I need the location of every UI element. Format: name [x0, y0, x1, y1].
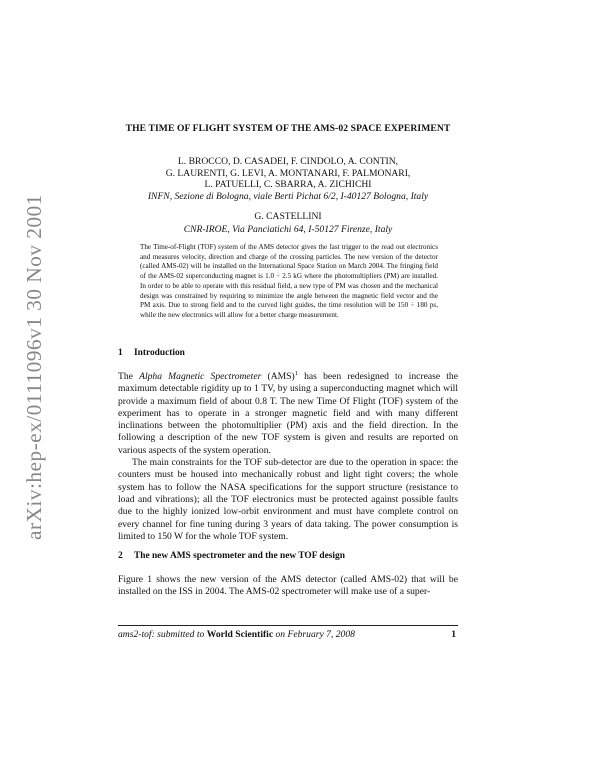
page-number: 1 — [451, 629, 456, 640]
affiliation-infn: INFN, Sezione di Bologna, viale Berti Pichat 6/2, I-40127 Bologna, Italy — [147, 191, 429, 202]
acronym: (AMS) — [261, 371, 295, 382]
paper-title: THE TIME OF FLIGHT SYSTEM OF THE AMS-02 SPACE EXPERIMENT — [125, 123, 451, 134]
paragraph-text: has been redesigned to increase the maximum detectable rigidity up to 1 TV, by using a superconducting magnet which will provide a maximum field of about 0.8 T. The new Time Of Flight (TOF) system of the experiment has to operate in a stronger magnetic field and with many different inclinations between the photomultiplier (PM) axis and the field direction. In the following a description of the new TOF system is given and results are reported on various aspects of the system operation. — [118, 371, 458, 456]
introduction-body — [118, 371, 458, 543]
author-list — [118, 156, 458, 191]
affiliation-cnr: CNR-IROE, Via Panciatichi 64, I-50127 Firenze, Italy — [183, 224, 393, 235]
paragraph: Figure 1 shows the new version of the AMS detector (called AMS-02) that will be installed on the ISS in 2004. The AMS-02 spectrometer will make use of a super- — [118, 574, 458, 598]
section-title: Introduction — [134, 348, 185, 358]
footer-prefix: ams2-tof: submitted to — [118, 629, 207, 640]
arxiv-identifier-stamp: arXiv:hep-ex/0111096v1 30 Nov 2001 — [22, 194, 46, 540]
section2-body — [118, 574, 458, 599]
section-heading-introduction — [118, 348, 185, 358]
paragraph: The main constraints for the TOF sub-detector are due to the operation in space: the counters must be housed into mechanically robust and light tight covers; the whole system has to follow the NASA specifications for the support structure (resistance to load and vibrations); all the TOF electronics must be protected against possible faults due to the highly ionized low-orbit environment and must have complete control on every channel for fine tuning during 3 years of data taking. The power consumption is limited to 150 W for the whole TOF system. — [118, 457, 458, 542]
page-footer — [118, 629, 458, 640]
footnote-ref: 1 — [294, 370, 298, 377]
italic-term: Alpha Magnetic Spectrometer — [139, 371, 262, 382]
abstract: The Time-of-Flight (TOF) system of the AMS detector gives the fast trigger to the read out electronics and measures velocity, direction and charge of the crossing particles. The new version of the detector (called AMS-02) will be installed on the International Space Station on March 2004. The fringing field of the AMS-02 superconducting magnet is 1.0 ÷ 2.5 kG where the photomultipliers (PM) are installed. In order to be able to operate with this residual field, a new type of PM was chosen and the mechanical design was constrained by requiring to minimize the angle between the magnetic field vector and the PM axis. Due to strong field and to the curved light guides, the time resolution will be 150 ÷ 180 ps, while the new electronics will allow for a better charge measurement. — [140, 243, 438, 319]
footer-rule — [118, 625, 458, 626]
author-line: G. LAURENTI, G. LEVI, A. MONTANARI, F. PALMONARI, — [165, 167, 411, 179]
paragraph: The Alpha Magnetic Spectrometer (AMS)$^1$ has been redesigned to increase the maximum detectable rigidity up to 1 TV, by using a superconducting magnet which will provide a maximum field of about 0.8 T. The new Time Of Flight (TOF) system of the experiment has to operate in a stronger magnetic field and with many different inclinations between the photomultiplier (PM) axis and the field direction. In the following a description of the new TOF system is given and results are reported on various aspects of the system operation. — [118, 370, 458, 456]
section-heading-ams — [118, 551, 345, 561]
second-author: G. CASTELLINI — [254, 211, 322, 222]
author-line: L. PATUELLI, C. SBARRA, A. ZICHICHI — [204, 179, 372, 191]
section-title: The new AMS spectrometer and the new TOF design — [134, 551, 345, 561]
author-line: L. BROCCO, D. CASADEI, F. CINDOLO, A. CONTIN, — [177, 156, 399, 167]
footer-date: on February 7, 2008 — [273, 629, 355, 640]
footer-venue: World Scientific — [206, 629, 274, 640]
section-number: 1 — [118, 348, 123, 358]
section-number: 2 — [118, 551, 123, 561]
